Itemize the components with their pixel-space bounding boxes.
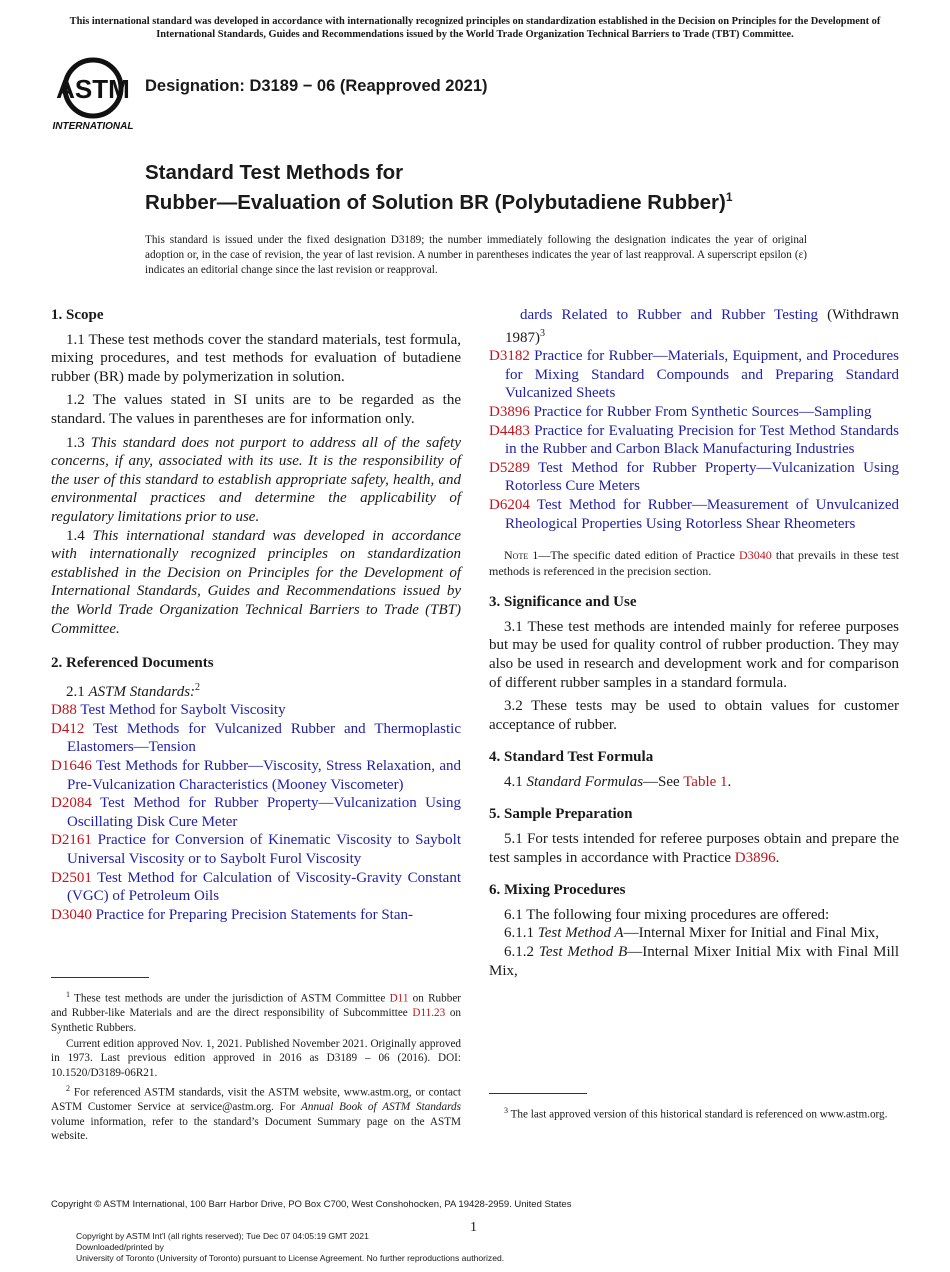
paragraph-1-3-text: This standard does not purport to address all of the safety concerns, if any, associated with its use. It is the responsibility of the user of this standard to establish appropriate safety, health, and environmental practices and determine the applicability of regulatory limitations prior to use. <box>51 434 461 525</box>
note-text-a: 1—The specific dated edition of Practice <box>528 548 740 563</box>
paragraph-5-1-end: . <box>775 849 780 866</box>
ref-code[interactable]: D6204 <box>489 496 530 513</box>
section-heading-sample: 5. Sample Preparation <box>489 806 633 823</box>
paragraph-2-1-footnote-mark: 2 <box>195 681 201 693</box>
paragraph-2-1-number: 2.1 <box>66 683 89 700</box>
ref-title-continued[interactable]: dards Related to Rubber and Rubber Testing <box>520 307 819 323</box>
note-label: Note <box>504 548 529 563</box>
designation: Designation: D3189 − 06 (Reapproved 2021) <box>145 77 488 95</box>
paragraph-4-1-end: . <box>727 773 732 790</box>
ref-item[interactable] <box>51 831 461 868</box>
ref-code[interactable]: D88 <box>51 702 77 719</box>
ref-item[interactable] <box>51 869 461 906</box>
ref-footnote-mark: 3 <box>540 327 545 339</box>
practice-link[interactable]: D3896 <box>734 849 776 866</box>
ref-item[interactable] <box>489 496 899 533</box>
ref-title[interactable]: Practice for Rubber—Materials, Equipment, and Procedures for Mixing Standard Compounds and Preparing Standard Vulcanized Sheets <box>505 348 899 402</box>
paragraph-5-1-text: 5.1 For tests intended for referee purposes obtain and prepare the test samples in accordance with Practice <box>489 831 899 866</box>
logo-subtext: INTERNATIONAL <box>52 121 134 132</box>
logo-text: ASTM <box>56 74 130 104</box>
paragraph-2-1 <box>51 679 461 702</box>
footnote-rule-left <box>51 977 149 978</box>
paragraph-6-1: 6.1 The following four mixing procedures are offered: <box>504 906 830 923</box>
footnote-3 <box>489 1104 899 1122</box>
title-line-1: Standard Test Methods for <box>145 161 404 184</box>
paragraph-1-2: 1.2 The values stated in SI units are to be regarded as the standard. The values in parentheses are for information only. <box>51 392 461 427</box>
left-column <box>51 306 461 924</box>
footnote-1-text-a: These test methods are under the jurisdiction of ASTM Committee <box>70 992 390 1005</box>
ref-item[interactable] <box>51 794 461 831</box>
paragraph-1-4 <box>51 527 461 639</box>
issued-note: This standard is issued under the fixed designation D3189; the number immediately following the designation indicates the year of original adoption or, in the case of revision, the year of last revision. A number in parentheses indicates the year of last reapproval. A superscript epsilon (ε) indicates an editorial change since the last revision or reapproval. <box>145 234 807 276</box>
ref-title[interactable]: Practice for Preparing Precision Statements for Stan- <box>95 906 414 923</box>
ref-title[interactable]: Test Method for Rubber—Measurement of Unvulcanized Rheological Properties Using Rotorless Shear Rheometers <box>505 496 899 532</box>
paragraph-1-4-number: 1.4 <box>66 527 93 544</box>
ref-code[interactable]: D5289 <box>489 459 530 476</box>
table-1-link[interactable]: Table 1 <box>683 773 728 790</box>
ref-code[interactable]: D1646 <box>51 758 92 775</box>
page-number: 1 <box>470 1220 477 1235</box>
section-heading-referenced-documents: 2. Referenced Documents <box>51 655 214 672</box>
paragraph-4-1-number: 4.1 <box>504 773 527 790</box>
paragraph-4-1 <box>489 773 899 792</box>
copyright-line: Copyright © ASTM International, 100 Barr Harbor Drive, PO Box C700, West Conshohocken, PA 19428-2959. United States <box>51 1199 572 1210</box>
section-heading-significance: 3. Significance and Use <box>489 594 637 611</box>
subcommittee-link[interactable]: D11.23 <box>412 1007 446 1020</box>
footnote-1-text-b: on Rubber and Rubber-like Materials and are the direct responsibility of Subcommittee <box>51 992 462 1020</box>
note-link[interactable]: D3040 <box>739 548 772 563</box>
paragraph-6-1-2-text: —Internal Mixer Initial Mix with Final Mill Mix, <box>489 944 900 979</box>
ref-title[interactable]: Test Methods for Rubber—Viscosity, Stress Relaxation, and Pre-Vulcanization Characteristics (Mooney Viscometer) <box>67 758 461 793</box>
license-block <box>76 1231 504 1265</box>
paragraph-1-1: 1.1 These test methods cover the standard materials, test formula, mixing procedures, and test methods for evaluation of butadiene rubber (BR) made by polymerization in solution. <box>51 331 461 385</box>
paragraph-4-1-text: —See <box>643 773 684 790</box>
ref-code[interactable]: D2084 <box>51 795 92 812</box>
ref-item[interactable] <box>489 459 899 496</box>
ref-item[interactable] <box>489 403 899 422</box>
ref-code[interactable]: D4483 <box>489 422 530 439</box>
top-note: This international standard was developed in accordance with internationally recognized principles on standardization established in the Decision on Principles for the Development of International Standards, Guides and Recommendations issued by the World Trade Organization Technical Barriers to Trade (TBT) Committee. <box>69 16 881 40</box>
ref-title[interactable]: Test Methods for Vulcanized Rubber and Thermoplastic Elastomers—Tension <box>67 720 462 756</box>
ref-title[interactable]: Practice for Rubber From Synthetic Sources—Sampling <box>533 403 872 420</box>
title-line-2 <box>145 185 733 215</box>
footnote-2-italic: Annual Book of ASTM Standards <box>301 1101 461 1114</box>
footnotes-left <box>51 988 461 1146</box>
paragraph-2-1-text: ASTM Standards: <box>88 683 196 700</box>
ref-item[interactable] <box>489 422 899 459</box>
footnote-right <box>489 1104 899 1124</box>
paragraph-6-1-1-text: —Internal Mixer for Initial and Final Mix, <box>623 925 879 942</box>
license-line-2: Downloaded/printed by <box>76 1242 164 1253</box>
footnote-3-mark: 3 <box>504 1106 508 1115</box>
ref-code[interactable]: D412 <box>51 720 85 737</box>
paragraph-6-1-1 <box>489 924 899 943</box>
ref-item[interactable] <box>51 906 461 925</box>
paragraph-6-1-2 <box>489 943 899 980</box>
footnote-2 <box>51 1082 461 1143</box>
paragraph-3-2: 3.2 These tests may be used to obtain values for customer acceptance of rubber. <box>489 698 899 733</box>
footnote-3-text: The last approved version of this historical standard is referenced on www.astm.org. <box>508 1108 888 1121</box>
ref-title[interactable]: Test Method for Rubber Property—Vulcanization Using Oscillating Disk Cure Meter <box>67 795 461 830</box>
ref-code[interactable]: D2501 <box>51 869 92 886</box>
paragraph-6-1-1-italic: Test Method A <box>537 925 624 942</box>
ref-title[interactable]: Test Method for Calculation of Viscosity-Gravity Constant (VGC) of Petroleum Oils <box>67 869 461 905</box>
section-heading-scope: 1. Scope <box>51 307 104 323</box>
paragraph-6-1-2-number: 6.1.2 <box>504 944 539 961</box>
license-line-3: University of Toronto (University of Toronto) pursuant to License Agreement. No further reproductions authorized. <box>76 1253 505 1264</box>
paragraph-1-4-text: This international standard was developed in accordance with internationally recognized principles on standardization established in the Decision on Principles for the Development of International Standards, Guides and Recommendations issued by the World Trade Organization Technical Barriers to Trade (TBT) Committee. <box>51 527 462 637</box>
ref-code[interactable]: D3040 <box>51 906 92 923</box>
footnote-2-mark: 2 <box>66 1084 70 1094</box>
right-column <box>489 306 899 985</box>
ref-withdrawn-note: (Withdrawn 1987) <box>505 307 899 346</box>
ref-title[interactable]: Practice for Evaluating Precision for Test Method Standards in the Rubber and Carbon Black Manufacturing Industries <box>505 422 899 458</box>
footnote-2-text-b: volume information, refer to the standard’s Document Summary page on the ASTM website. <box>51 1115 461 1143</box>
paragraph-5-1 <box>489 830 899 867</box>
title-line-2-text: Rubber—Evaluation of Solution BR (Polybutadiene Rubber) <box>145 190 726 214</box>
paragraph-1-3 <box>51 434 461 527</box>
paragraph-4-1-italic: Standard Formulas <box>526 773 644 790</box>
note-1 <box>489 547 899 579</box>
ref-title[interactable]: Practice for Conversion of Kinematic Viscosity to Saybolt Universal Viscosity or to Saybolt Furol Viscosity <box>67 832 461 868</box>
astm-logo <box>50 56 136 132</box>
paragraph-1-3-number: 1.3 <box>66 434 91 451</box>
footnote-rule-right <box>489 1093 587 1094</box>
footnote-current-edition: Current edition approved Nov. 1, 2021. Published November 2021. Originally approved in 1973. Last previous edition approved in 2016 as D3189 – 06 (2016). DOI: 10.1520/D3189-06R21. <box>51 1037 461 1079</box>
ref-item[interactable] <box>51 701 461 720</box>
section-heading-mixing: 6. Mixing Procedures <box>489 882 626 899</box>
note-text-b: that prevails in these test methods is referenced in the precision section. <box>489 548 899 579</box>
footnote-1 <box>51 988 461 1035</box>
paragraph-3-1: 3.1 These test methods are intended mainly for referee purposes but may be used for quality control of rubber production. They may also be used in research and development work and for comparison of different rubber samples in a standard formula. <box>489 618 899 691</box>
ref-item[interactable] <box>51 720 461 757</box>
paragraph-6-1-1-number: 6.1.1 <box>504 925 538 942</box>
ref-code[interactable]: D2161 <box>51 832 92 849</box>
document-title <box>145 160 733 215</box>
license-line-1: Copyright by ASTM Int'l (all rights reserved); Tue Dec 07 04:05:19 GMT 2021 <box>76 1231 369 1241</box>
footnote-1-mark: 1 <box>66 990 70 999</box>
committee-link[interactable]: D11 <box>389 992 409 1005</box>
footnote-1-text-c: on Synthetic Rubbers. <box>51 1007 462 1034</box>
referenced-standards-list <box>51 701 461 924</box>
ref-item-continuation <box>489 306 899 347</box>
ref-title[interactable]: Test Method for Rubber Property—Vulcanization Using Rotorless Cure Meters <box>505 459 899 495</box>
section-heading-formula: 4. Standard Test Formula <box>489 749 654 766</box>
ref-code[interactable]: D3896 <box>489 403 530 420</box>
ref-title[interactable]: Test Method for Saybolt Viscosity <box>80 702 286 719</box>
ref-item[interactable] <box>51 757 461 794</box>
paragraph-6-1-2-italic: Test Method B <box>538 944 628 961</box>
footnote-2-text-a: For referenced ASTM standards, visit the ASTM website, www.astm.org, or contact ASTM Customer Service at service@astm.org. For <box>51 1086 461 1114</box>
title-footnote-mark: 1 <box>725 190 733 204</box>
ref-code[interactable]: D3182 <box>489 348 530 365</box>
ref-item[interactable] <box>489 347 899 403</box>
